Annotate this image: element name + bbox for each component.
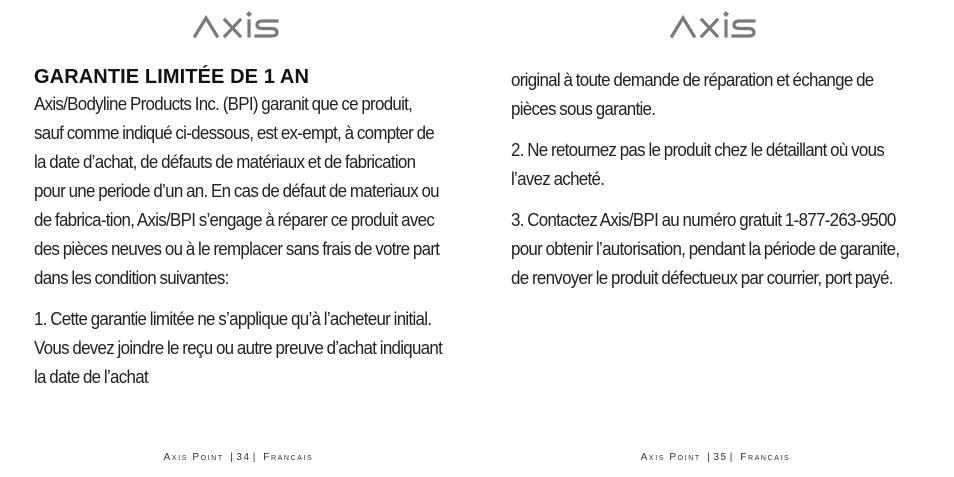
condition-1-paragraph: 1. Cette garantie limitée ne s’applique qu’à l’acheteur initial. Vous devez joindre le reçu ou autre preuve d’achat indiquant la date de l’achat — [34, 309, 443, 387]
condition-2-paragraph: 2. Ne retournez pas le produit chez le détaillant où vous l’avez acheté. — [511, 140, 885, 189]
axis-logo — [477, 8, 954, 44]
footer-page-number: 34 — [236, 452, 251, 463]
footer-separator: | — [252, 452, 257, 463]
footer-separator: | — [707, 452, 712, 463]
axis-logo-mark — [189, 8, 289, 42]
footer-separator: | — [729, 452, 734, 463]
footer-title: Axis Point — [640, 452, 701, 463]
footer-separator: | — [230, 452, 235, 463]
axis-logo — [0, 8, 477, 44]
footer-title: Axis Point — [163, 452, 224, 463]
left-content — [34, 64, 444, 404]
warranty-heading: GARANTIE LIMITÉE DE 1 AN — [34, 66, 310, 88]
footer-page-number: 35 — [713, 452, 728, 463]
right-content — [511, 66, 921, 305]
footer-language: Francais — [263, 452, 314, 463]
page-footer — [477, 452, 954, 463]
footer-language: Francais — [740, 452, 791, 463]
axis-logo-mark — [666, 8, 766, 42]
page-footer — [0, 452, 477, 463]
right-page — [477, 0, 954, 477]
condition-3-paragraph: 3. Contactez Axis/BPI au numéro gratuit 1-877-263-9500 pour obtenir l’autorisation, pendant la période de garanite, de renvoyer le produit défectueux par courrier, port payé. — [511, 210, 900, 288]
warranty-paragraph: Axis/Bodyline Products Inc. (BPI) garanit que ce produit, sauf comme indiqué ci-dessous, est ex-empt, à compter de la date d’achat, de défauts de matériaux et de fabrication pour une periode d’un an. En cas de défaut de materiaux ou de fabrica-tion, Axis/BPI s’engage à réparer ce produit avec des pièces neuves ou à le remplacer sans frais de votre part dans les condition suivantes: — [34, 94, 440, 288]
continued-paragraph: original à toute demande de réparation et échange de pièces sous garantie. — [511, 70, 874, 119]
